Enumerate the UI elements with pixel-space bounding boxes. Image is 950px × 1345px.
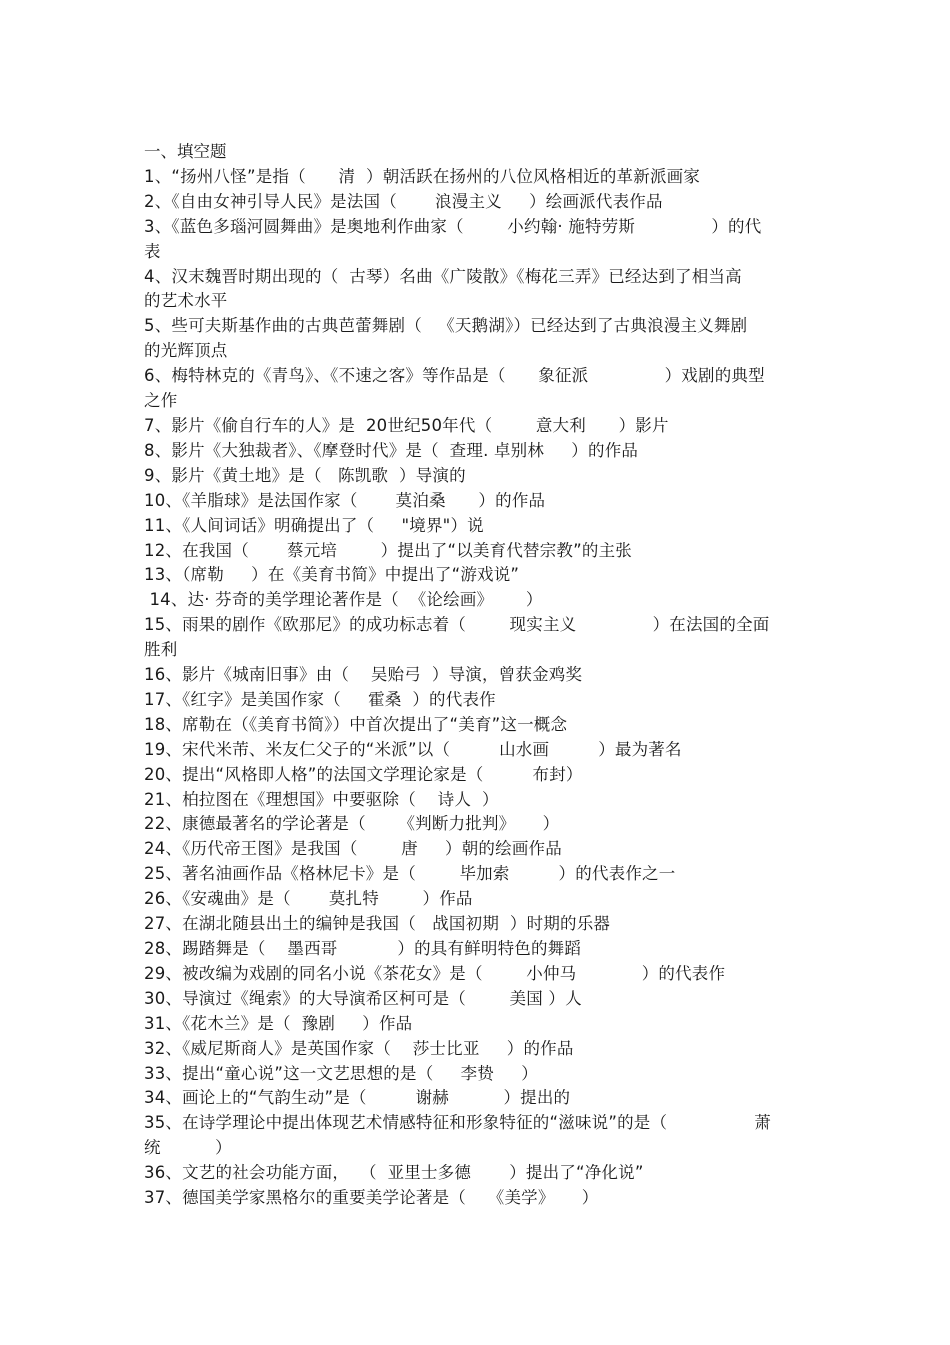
question-line: 8、影片《大独裁者》、《摩登时代》是（ 查理. 卓别林 ）的作品 [144, 440, 639, 460]
question-line: 21、柏拉图在《理想国》中要驱除（ 诗人 ） [144, 789, 499, 809]
question-line: 7、影片《偷自行车的人》是 20世纪50年代（ 意大利 ）影片 [144, 415, 669, 435]
question-line: 9、影片《黄土地》是（ 陈凯歌 ）导演的 [144, 465, 466, 485]
question-line: 表 [144, 241, 161, 261]
question-line: 20、提出“风格即人格”的法国文学理论家是（ 布封） [144, 764, 583, 784]
question-line: 的光辉顶点 [144, 341, 228, 361]
question-line: 34、画论上的“气韵生动”是（ 谢赫 ）提出的 [144, 1088, 571, 1108]
question-line: 3、《蓝色多瑙河圆舞曲》是奥地利作曲家（ 小约翰· 施特劳斯 ）的代 [144, 216, 762, 236]
question-line: 25、著名油画作品《格林尼卡》是（ 毕加索 ）的代表作之一 [144, 864, 676, 884]
question-line: 15、雨果的剧作《欧那尼》的成功标志着（ 现实主义 ）在法国的全面 [144, 615, 770, 635]
question-line: 33、提出“童心说”这一文艺思想的是（ 李贽 ） [144, 1063, 538, 1083]
question-line: 14、达· 芬奇的美学理论著作是（ 《论绘画》 ） [144, 590, 543, 610]
document-page [144, 140, 814, 1211]
question-line: 36、文艺的社会功能方面， （ 亚里士多德 ）提出了“净化说” [144, 1163, 644, 1183]
question-list [144, 165, 814, 1211]
question-line: 27、在湖北随县出土的编钟是我国（ 战国初期 ）时期的乐器 [144, 914, 611, 934]
question-line: 的艺术水平 [144, 291, 228, 311]
question-line: 35、在诗学理论中提出体现艺术情感特征和形象特征的“滋味说”的是（ 萧 [144, 1113, 772, 1133]
question-line: 1、“扬州八怪”是指（ 清 ）朝活跃在扬州的八位风格相近的革新派画家 [144, 166, 701, 186]
question-line: 37、德国美学家黑格尔的重要美学论著是（ 《美学》 ） [144, 1188, 599, 1208]
question-line: 胜利 [144, 640, 178, 660]
question-line: 17、《红字》是美国作家（ 霍桑 ）的代表作 [144, 689, 496, 709]
question-line: 30、导演过《绳索》的大导演希区柯可是（ 美国 ）人 [144, 988, 582, 1008]
question-line: 26、《安魂曲》是（ 莫扎特 ）作品 [144, 889, 473, 909]
question-line: 6、梅特林克的《青鸟》、《不速之客》等作品是（ 象征派 ）戏剧的典型 [144, 366, 765, 386]
question-line: 2、《自由女神引导人民》是法国（ 浪漫主义 ）绘画派代表作品 [144, 191, 663, 211]
question-line: 13、（席勒 ）在《美育书简》中提出了“游戏说” [144, 565, 520, 585]
question-line: 19、宋代米芾、米友仁父子的“米派”以（ 山水画 ）最为著名 [144, 739, 682, 759]
question-line: 29、被改编为戏剧的同名小说《茶花女》是（ 小仲马 ）的代表作 [144, 963, 726, 983]
question-line: 4、汉末魏晋时期出现的（ 古琴）名曲《广陵散》《梅花三弄》已经达到了相当高 [144, 266, 742, 286]
question-line: 28、踢踏舞是（ 墨西哥 ）的具有鲜明特色的舞蹈 [144, 939, 582, 958]
question-line: 32、《威尼斯商人》是英国作家（ 莎士比亚 ）的作品 [144, 1038, 574, 1058]
question-line: 31、《花木兰》是（ 豫剧 ）作品 [144, 1013, 413, 1033]
question-line: 5、些可夫斯基作曲的古典芭蕾舞剧（ 《天鹅湖》）已经达到了古典浪漫主义舞剧 [144, 316, 748, 336]
question-line: 12、在我国（ 蔡元培 ）提出了“以美育代替宗教”的主张 [144, 540, 632, 560]
question-line: 10、《羊脂球》是法国作家（ 莫泊桑 ）的作品 [144, 490, 546, 510]
question-line: 16、影片《城南旧事》由（ 吴贻弓 ）导演，曾获金鸡奖 [144, 665, 583, 685]
section-title: 一、填空题 [144, 142, 227, 161]
question-line: 18、席勒在（《美育书简》）中首次提出了“美育”这一概念 [144, 714, 568, 734]
question-line: 11、《人间词话》明确提出了（ "境界"）说 [144, 515, 484, 535]
question-line: 24、《历代帝王图》是我国（ 唐 ）朝的绘画作品 [144, 839, 562, 859]
question-line: 22、康德最著名的学论著是（ 《判断力批判》 ） [144, 814, 560, 834]
question-line: 统 ） [144, 1138, 232, 1158]
question-line: 之作 [144, 391, 178, 411]
